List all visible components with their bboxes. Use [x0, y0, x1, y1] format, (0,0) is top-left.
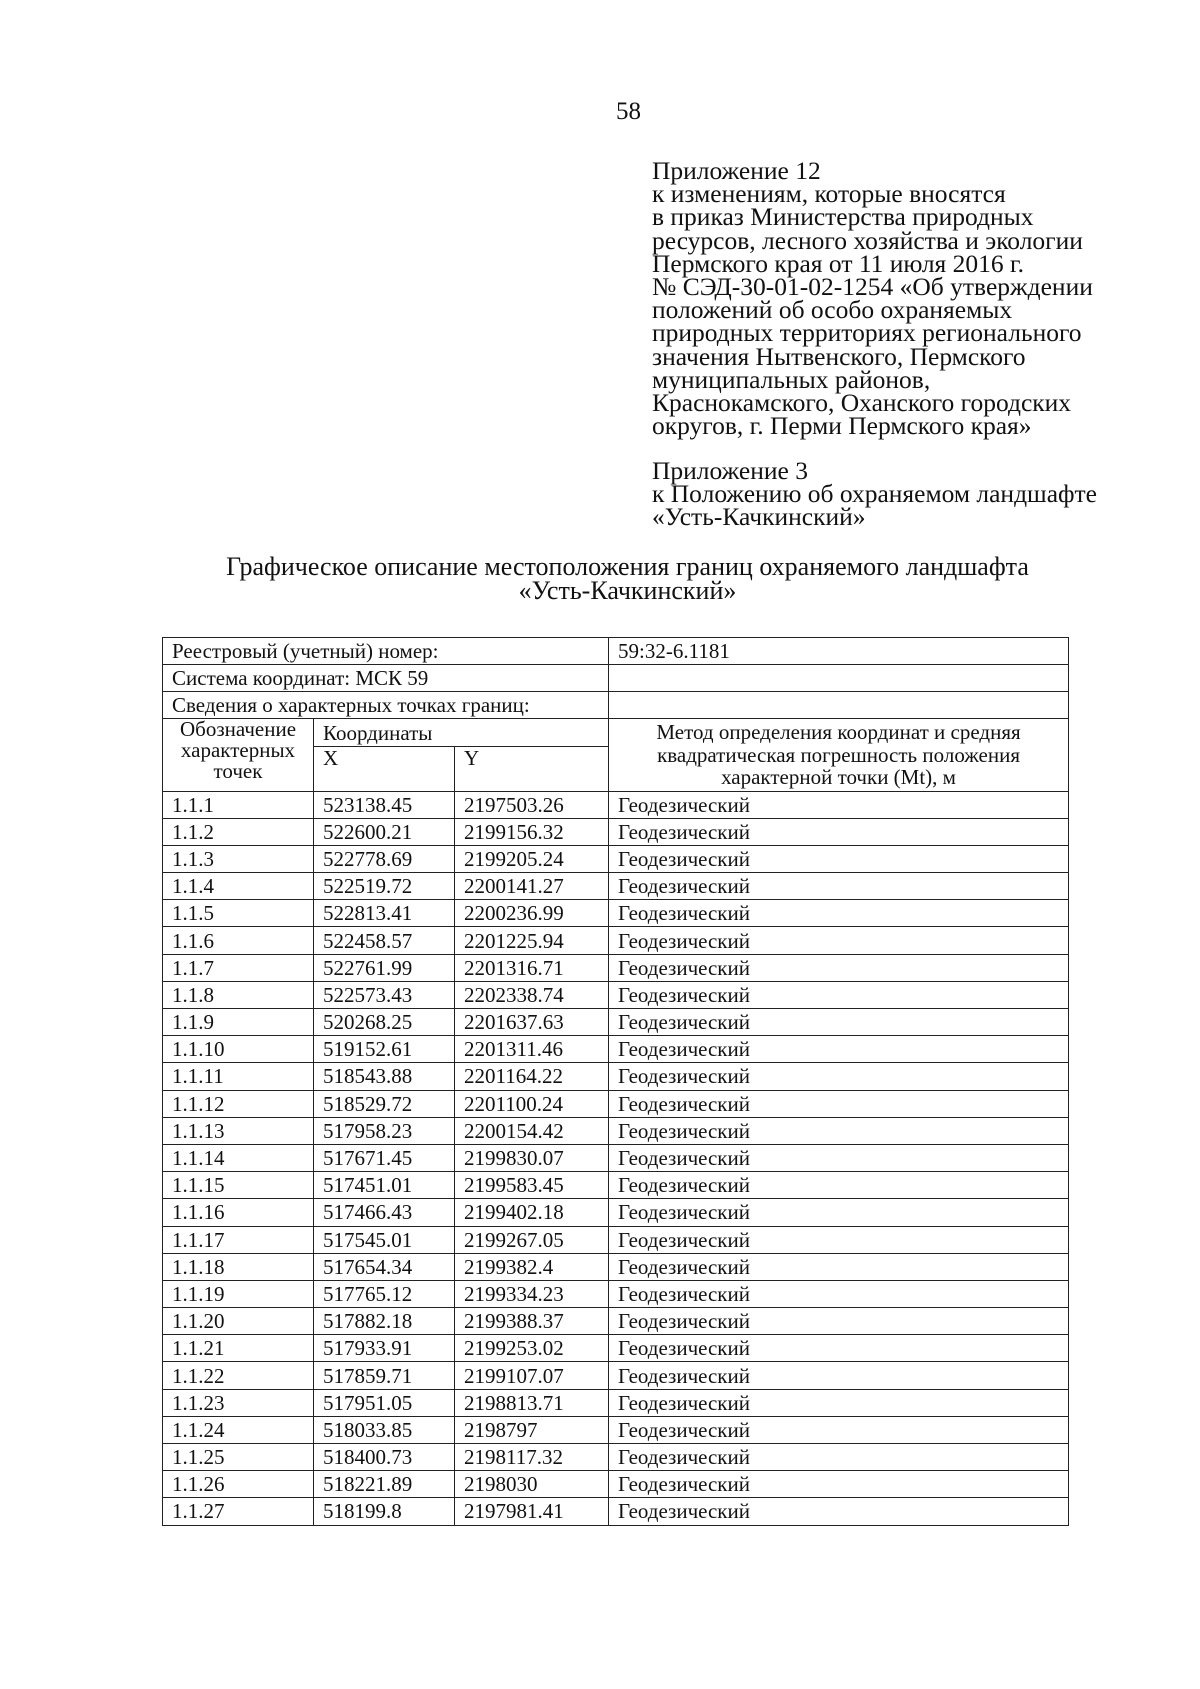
x-coordinate-cell: 517654.34: [314, 1253, 455, 1280]
y-coordinate-cell: 2199402.18: [455, 1199, 609, 1226]
y-coordinate-cell: 2197503.26: [455, 791, 609, 818]
y-coordinate-cell: 2199583.45: [455, 1172, 609, 1199]
point-id-cell: 1.1.2: [163, 818, 314, 845]
column-header-row: [163, 719, 1069, 747]
table-row: [163, 927, 1069, 954]
y-header: Y: [455, 747, 609, 791]
x-coordinate-cell: 518543.88: [314, 1063, 455, 1090]
point-id-cell: 1.1.8: [163, 981, 314, 1008]
method-cell: Геодезический: [609, 791, 1069, 818]
method-cell: Геодезический: [609, 1253, 1069, 1280]
y-coordinate-cell: 2198117.32: [455, 1444, 609, 1471]
document-title-line: «Усть-Качкинский»: [518, 576, 737, 605]
method-cell: Геодезический: [609, 873, 1069, 900]
point-id-cell: 1.1.21: [163, 1335, 314, 1362]
appendix-3-line: Приложение 3: [652, 456, 808, 485]
x-coordinate-cell: 522600.21: [314, 818, 455, 845]
y-coordinate-cell: 2200141.27: [455, 873, 609, 900]
method-header: Метод определения координат и средняя квадратическая погрешность положения характерной точки (Mt), м: [609, 719, 1069, 792]
table-row: [163, 1063, 1069, 1090]
table-row: [163, 1144, 1069, 1171]
registry-value: 59:32-6.1181: [609, 638, 1069, 665]
point-id-cell: 1.1.26: [163, 1471, 314, 1498]
point-id-cell: 1.1.1: [163, 791, 314, 818]
y-coordinate-cell: 2198030: [455, 1471, 609, 1498]
table-row: [163, 873, 1069, 900]
x-coordinate-cell: 522458.57: [314, 927, 455, 954]
y-coordinate-cell: 2201100.24: [455, 1090, 609, 1117]
method-cell: Геодезический: [609, 1090, 1069, 1117]
method-cell: Геодезический: [609, 845, 1069, 872]
y-coordinate-cell: 2199107.07: [455, 1362, 609, 1389]
y-coordinate-cell: 2198797: [455, 1416, 609, 1443]
table-row: [163, 1090, 1069, 1117]
method-cell: Геодезический: [609, 1335, 1069, 1362]
method-cell: Геодезический: [609, 1280, 1069, 1307]
appendix-12-line: положений об особо охраняемых: [652, 295, 1013, 325]
method-cell: Геодезический: [609, 954, 1069, 981]
table-row: [163, 1389, 1069, 1416]
y-coordinate-cell: 2199388.37: [455, 1308, 609, 1335]
table-row: [163, 1172, 1069, 1199]
method-cell: Геодезический: [609, 1036, 1069, 1063]
point-id-cell: 1.1.12: [163, 1090, 314, 1117]
appendix-12-line: муниципальных районов,: [652, 364, 931, 394]
point-id-cell: 1.1.4: [163, 873, 314, 900]
appendix-3-line: «Усть-Качкинский»: [652, 502, 866, 532]
table-row: [163, 1335, 1069, 1362]
table-row: [163, 1009, 1069, 1036]
x-header: X: [314, 747, 455, 791]
point-id-cell: 1.1.24: [163, 1416, 314, 1443]
point-id-cell: 1.1.22: [163, 1362, 314, 1389]
y-coordinate-cell: 2201637.63: [455, 1009, 609, 1036]
point-id-cell: 1.1.5: [163, 900, 314, 927]
coord-system-row: [163, 665, 1069, 692]
x-coordinate-cell: 517545.01: [314, 1226, 455, 1253]
method-cell: Геодезический: [609, 1117, 1069, 1144]
method-cell: Геодезический: [609, 1063, 1069, 1090]
table-row: [163, 981, 1069, 1008]
registry-label: Реестровый (учетный) номер:: [163, 638, 609, 665]
appendix-12-line: № СЭД-30-01-02-1254 «Об утверждении: [652, 272, 1093, 302]
method-cell: Геодезический: [609, 818, 1069, 845]
method-cell: Геодезический: [609, 1389, 1069, 1416]
table-row: [163, 1253, 1069, 1280]
table-row: [163, 1036, 1069, 1063]
method-cell: Геодезический: [609, 1009, 1069, 1036]
point-id-cell: 1.1.25: [163, 1444, 314, 1471]
x-coordinate-cell: 518199.8: [314, 1498, 455, 1525]
x-coordinate-cell: 518033.85: [314, 1416, 455, 1443]
y-coordinate-cell: 2202338.74: [455, 981, 609, 1008]
appendix-3-line: к Положению об охраняемом ландшафте: [652, 479, 1097, 509]
method-cell: Геодезический: [609, 1144, 1069, 1171]
y-coordinate-cell: 2199267.05: [455, 1226, 609, 1253]
x-coordinate-cell: 517859.71: [314, 1362, 455, 1389]
point-id-cell: 1.1.23: [163, 1389, 314, 1416]
coordinates-header: Координаты: [314, 719, 609, 747]
y-coordinate-cell: 2198813.71: [455, 1389, 609, 1416]
x-coordinate-cell: 517882.18: [314, 1308, 455, 1335]
method-cell: Геодезический: [609, 1362, 1069, 1389]
point-id-cell: 1.1.14: [163, 1144, 314, 1171]
y-coordinate-cell: 2197981.41: [455, 1498, 609, 1525]
x-coordinate-cell: 518221.89: [314, 1471, 455, 1498]
y-coordinate-cell: 2199205.24: [455, 845, 609, 872]
method-cell: Геодезический: [609, 1498, 1069, 1525]
point-id-cell: 1.1.17: [163, 1226, 314, 1253]
point-id-cell: 1.1.27: [163, 1498, 314, 1525]
method-cell: Геодезический: [609, 1172, 1069, 1199]
method-cell: Геодезический: [609, 981, 1069, 1008]
page-number: 58: [616, 98, 641, 125]
registry-row: [163, 638, 1069, 665]
table-row: [163, 1362, 1069, 1389]
x-coordinate-cell: 517765.12: [314, 1280, 455, 1307]
y-coordinate-cell: 2201311.46: [455, 1036, 609, 1063]
point-id-cell: 1.1.15: [163, 1172, 314, 1199]
appendix-12-line: округов, г. Перми Пермского края»: [652, 411, 1032, 441]
table-row: [163, 845, 1069, 872]
x-coordinate-cell: 522778.69: [314, 845, 455, 872]
table-row: [163, 1199, 1069, 1226]
table-row: [163, 1226, 1069, 1253]
point-id-cell: 1.1.9: [163, 1009, 314, 1036]
x-coordinate-cell: 522573.43: [314, 981, 455, 1008]
table-row: [163, 791, 1069, 818]
point-id-cell: 1.1.13: [163, 1117, 314, 1144]
points-info-row: [163, 692, 1069, 719]
y-coordinate-cell: 2199253.02: [455, 1335, 609, 1362]
table-row: [163, 1117, 1069, 1144]
x-coordinate-cell: 523138.45: [314, 791, 455, 818]
points-info-label: Сведения о характерных точках границ:: [163, 692, 609, 719]
method-cell: Геодезический: [609, 1444, 1069, 1471]
y-coordinate-cell: 2199830.07: [455, 1144, 609, 1171]
x-coordinate-cell: 519152.61: [314, 1036, 455, 1063]
coord-system-label: Система координат: МСК 59: [163, 665, 609, 692]
table-row: [163, 900, 1069, 927]
coordinates-table: [162, 637, 1069, 1526]
method-cell: Геодезический: [609, 1471, 1069, 1498]
point-id-cell: 1.1.11: [163, 1063, 314, 1090]
point-id-cell: 1.1.19: [163, 1280, 314, 1307]
point-id-cell: 1.1.7: [163, 954, 314, 981]
document-title-line: Графическое описание местоположения границ охраняемого ландшафта: [226, 552, 1029, 581]
table-row: [163, 1308, 1069, 1335]
table-row: [163, 818, 1069, 845]
y-coordinate-cell: 2200154.42: [455, 1117, 609, 1144]
x-coordinate-cell: 520268.25: [314, 1009, 455, 1036]
y-coordinate-cell: 2201164.22: [455, 1063, 609, 1090]
x-coordinate-cell: 517671.45: [314, 1144, 455, 1171]
appendix-12-line: природных территориях регионального: [652, 318, 1082, 348]
method-cell: Геодезический: [609, 1308, 1069, 1335]
table-row: [163, 1280, 1069, 1307]
method-cell: Геодезический: [609, 1226, 1069, 1253]
table-row: [163, 1498, 1069, 1525]
x-coordinate-cell: 517466.43: [314, 1199, 455, 1226]
x-coordinate-cell: 517933.91: [314, 1335, 455, 1362]
empty-cell: [609, 665, 1069, 692]
x-coordinate-cell: 518529.72: [314, 1090, 455, 1117]
appendix-12-line: Приложение 12: [652, 156, 821, 185]
x-coordinate-cell: 518400.73: [314, 1444, 455, 1471]
table-row: [163, 1471, 1069, 1498]
table-row: [163, 954, 1069, 981]
appendix-12-line: Краснокамского, Оханского городских: [652, 388, 1072, 418]
y-coordinate-cell: 2199334.23: [455, 1280, 609, 1307]
point-id-cell: 1.1.3: [163, 845, 314, 872]
x-coordinate-cell: 517451.01: [314, 1172, 455, 1199]
point-id-cell: 1.1.20: [163, 1308, 314, 1335]
y-coordinate-cell: 2199156.32: [455, 818, 609, 845]
method-cell: Геодезический: [609, 1199, 1069, 1226]
x-coordinate-cell: 522813.41: [314, 900, 455, 927]
x-coordinate-cell: 522761.99: [314, 954, 455, 981]
point-id-cell: 1.1.18: [163, 1253, 314, 1280]
appendix-12-block: [652, 156, 1192, 441]
method-cell: Геодезический: [609, 927, 1069, 954]
document-title: [160, 552, 1095, 605]
appendix-12-line: в приказ Министерства природных: [652, 202, 1034, 232]
point-id-cell: 1.1.16: [163, 1199, 314, 1226]
appendix-3-block: [652, 456, 1192, 532]
y-coordinate-cell: 2201316.71: [455, 954, 609, 981]
x-coordinate-cell: 517951.05: [314, 1389, 455, 1416]
table-row: [163, 1416, 1069, 1443]
point-id-cell: 1.1.10: [163, 1036, 314, 1063]
designation-header: Обозначение характерных точек: [163, 719, 314, 792]
x-coordinate-cell: 522519.72: [314, 873, 455, 900]
table-row: [163, 1444, 1069, 1471]
appendix-12-line: к изменениям, которые вносятся: [652, 179, 1006, 209]
empty-cell: [609, 692, 1069, 719]
appendix-12-line: значения Нытвенского, Пермского: [652, 341, 1026, 371]
method-cell: Геодезический: [609, 1416, 1069, 1443]
y-coordinate-cell: 2200236.99: [455, 900, 609, 927]
y-coordinate-cell: 2199382.4: [455, 1253, 609, 1280]
x-coordinate-cell: 517958.23: [314, 1117, 455, 1144]
method-cell: Геодезический: [609, 900, 1069, 927]
appendix-12-line: Пермского края от 11 июля 2016 г.: [652, 248, 1024, 278]
appendix-12-line: ресурсов, лесного хозяйства и экологии: [652, 225, 1083, 255]
point-id-cell: 1.1.6: [163, 927, 314, 954]
y-coordinate-cell: 2201225.94: [455, 927, 609, 954]
